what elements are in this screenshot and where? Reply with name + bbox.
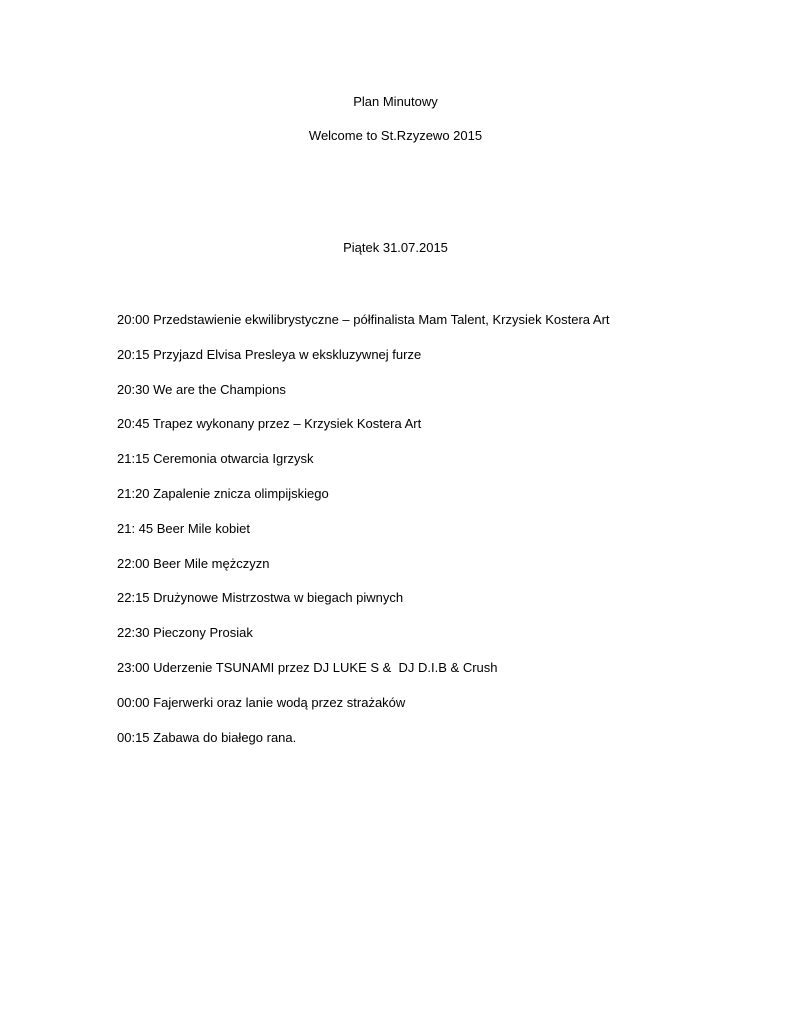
schedule-item: 23:00 Uderzenie TSUNAMI przez DJ LUKE S & DJ D.I.B & Crush xyxy=(117,659,498,675)
schedule-item: 22:15 Drużynowe Mistrzostwa w biegach piwnych xyxy=(117,590,404,606)
schedule-item: 21:20 Zapalenie znicza olimpijskiego xyxy=(117,485,329,501)
schedule-item: 21:15 Ceremonia otwarcia Igrzysk xyxy=(117,451,314,467)
schedule-item: 00:00 Fajerwerki oraz lanie wodą przez strażaków xyxy=(117,694,406,710)
schedule-item: 22:30 Pieczony Prosiak xyxy=(117,625,253,641)
document-subtitle: Welcome to St.Rzyzewo 2015 xyxy=(308,128,483,143)
schedule-item: 20:45 Trapez wykonany przez – Krzysiek Kostera Art xyxy=(117,416,422,432)
schedule-item: 20:00 Przedstawienie ekwilibrystyczne – półfinalista Mam Talent, Krzysiek Kostera Art xyxy=(117,312,610,327)
schedule-item: 00:15 Zabawa do białego rana. xyxy=(117,729,297,745)
schedule-item: 20:15 Przyjazd Elvisa Presleya w ekskluzywnej furze xyxy=(117,346,422,362)
day-heading: Piątek 31.07.2015 xyxy=(343,240,448,255)
document-title: Plan Minutowy xyxy=(353,94,438,109)
schedule-item: 22:00 Beer Mile mężczyzn xyxy=(117,555,270,571)
schedule-item: 20:30 We are the Champions xyxy=(117,381,286,397)
schedule-list xyxy=(117,312,610,764)
schedule-item: 21: 45 Beer Mile kobiet xyxy=(117,520,250,536)
